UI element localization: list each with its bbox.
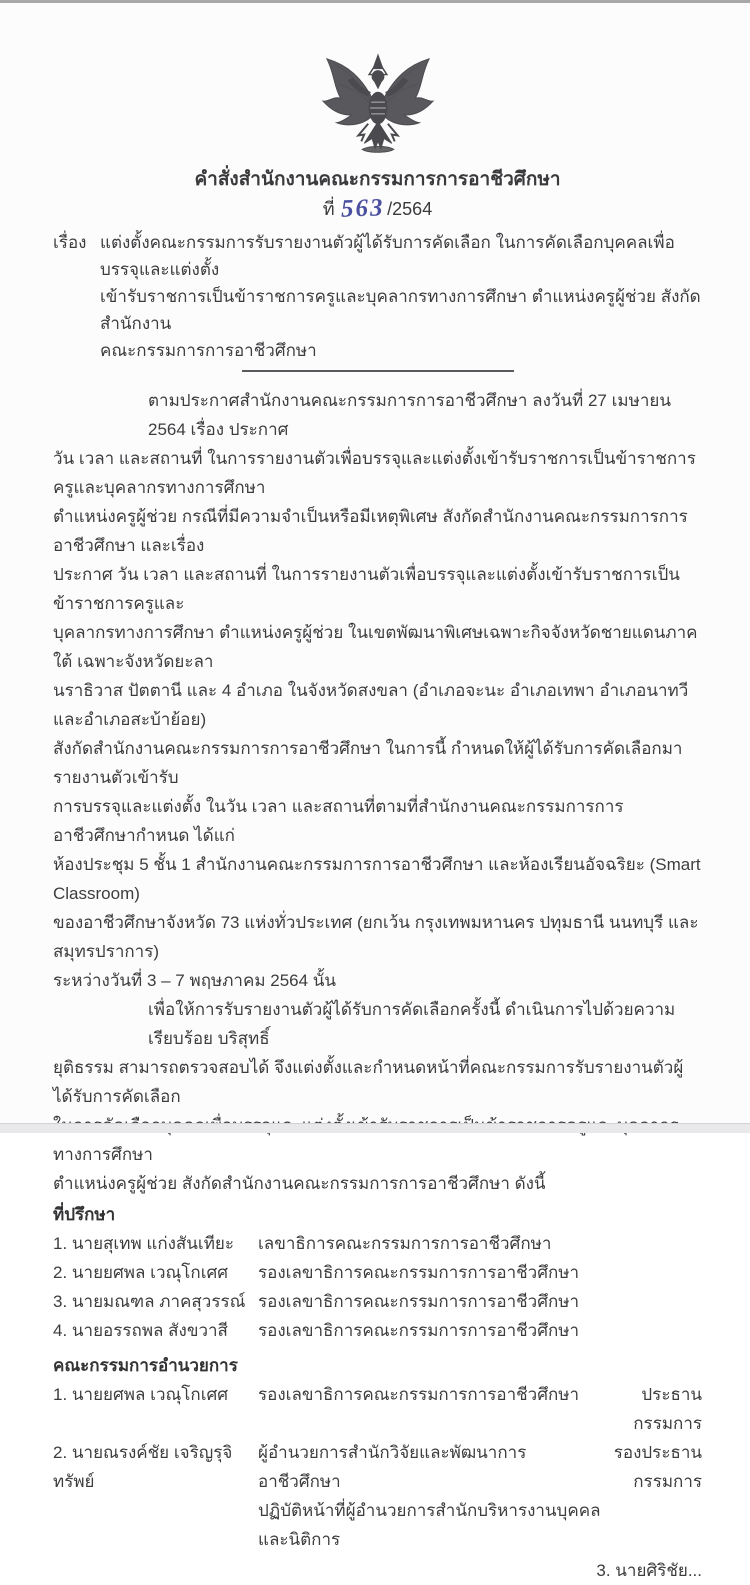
person-position: รองเลขาธิการคณะกรรมการการอาชีวศึกษา bbox=[258, 1321, 580, 1340]
advisor-row bbox=[53, 1287, 702, 1316]
order-number-suffix: /2564 bbox=[387, 199, 433, 219]
paragraph-line: ตำแหน่งครูผู้ช่วย สังกัดสำนักงานคณะกรรมการการอาชีวศึกษา ดังนี้ bbox=[53, 1174, 546, 1193]
order-number-line bbox=[53, 193, 702, 224]
advisor-row bbox=[53, 1258, 702, 1287]
paragraph-line: ตำแหน่งครูผู้ช่วย กรณีที่มีความจำเป็นหรือมีเหตุพิเศษ สังกัดสำนักงานคณะกรรมการการอาชีวศึกษา และเรื่อง bbox=[53, 507, 688, 555]
committee-row bbox=[53, 1380, 702, 1438]
garuda-emblem-icon bbox=[319, 51, 437, 163]
page-bottom-edge bbox=[0, 1123, 750, 1133]
page-top-edge bbox=[0, 0, 750, 3]
person-name: 1. นายสุเทพ แก่งสันเทียะ bbox=[53, 1234, 235, 1253]
advisor-row bbox=[53, 1316, 702, 1345]
person-name: 3. นายมณฑล ภาคสุวรรณ์ bbox=[53, 1292, 246, 1311]
subject-line: เข้ารับราชการเป็นข้าราชการครูและบุคลากรทางการศึกษา ตำแหน่งครูผู้ช่วย สังกัดสำนักงาน bbox=[100, 287, 701, 333]
person-position-line: ปฏิบัติหน้าที่ผู้อำนวยการสำนักบริหารงานบุคคลและนิติการ bbox=[258, 1501, 601, 1549]
order-number-handwritten: 563 bbox=[340, 194, 385, 223]
committee-row bbox=[53, 1438, 702, 1554]
paragraph-line: ยุติธรรม สามารถตรวจสอบได้ จึงแต่งตั้งและกำหนดหน้าที่คณะกรรมการรับรายงานตัวผู้ได้รับการคัดเลือก bbox=[53, 1058, 684, 1106]
document-title: คำสั่งสำนักงานคณะกรรมการการอาชีวศึกษา bbox=[194, 169, 561, 190]
committee-role: ประธานกรรมการ bbox=[633, 1385, 702, 1433]
subject-line: แต่งตั้งคณะกรรมการรับรายงานตัวผู้ได้รับการคัดเลือก ในการคัดเลือกบุคคลเพื่อบรรจุและแต่งตั้ง bbox=[100, 233, 675, 279]
person-position: รองเลขาธิการคณะกรรมการการอาชีวศึกษา bbox=[258, 1385, 580, 1404]
person-position: รองเลขาธิการคณะกรรมการการอาชีวศึกษา bbox=[258, 1263, 580, 1282]
subject-text bbox=[100, 229, 702, 364]
person-position bbox=[258, 1438, 603, 1554]
paragraph-line: นราธิวาส ปัตตานี และ 4 อำเภอ ในจังหวัดสงขลา (อำเภอจะนะ อำเภอเทพา อำเภอนาทวี และอำเภอสะบ้าย้อย) bbox=[53, 681, 689, 729]
paragraph-line: ระหว่างวันที่ 3 – 7 พฤษภาคม 2564 นั้น bbox=[53, 971, 337, 990]
continuation-note: 3. นายศิริชัย... bbox=[596, 1561, 702, 1580]
person-name: 4. นายอรรถพล สังขวาสี bbox=[53, 1321, 228, 1340]
advisors-heading: ที่ปรึกษา bbox=[53, 1205, 116, 1224]
committee-heading: คณะกรรมการอำนวยการ bbox=[53, 1356, 238, 1375]
committee-role: รองประธานกรรมการ bbox=[613, 1443, 702, 1491]
section-divider bbox=[242, 370, 514, 372]
person-name: 2. นายยศพล เวณุโกเศศ bbox=[53, 1263, 229, 1282]
paragraph-line: เพื่อให้การรับรายงานตัวผู้ได้รับการคัดเลือกครั้งนี้ ดำเนินการไปด้วยความเรียบร้อย บริสุทธิ์ bbox=[148, 1000, 676, 1048]
subject-block bbox=[53, 229, 702, 364]
person-position: เลขาธิการคณะกรรมการการอาชีวศึกษา bbox=[258, 1234, 552, 1253]
paragraph-line: บุคลากรทางการศึกษา ตำแหน่งครูผู้ช่วย ในเขตพัฒนาพิเศษเฉพาะกิจจังหวัดชายแดนภาคใต้ เฉพาะจังหวัดยะลา bbox=[53, 623, 698, 671]
paragraph-line: สังกัดสำนักงานคณะกรรมการการอาชีวศึกษา ในการนี้ กำหนดให้ผู้ได้รับการคัดเลือกมารายงานตัวเข้ารับ bbox=[53, 739, 683, 787]
subject-line: คณะกรรมการการอาชีวศึกษา bbox=[100, 341, 317, 360]
paragraph-line: ทางการศึกษา bbox=[53, 1145, 153, 1164]
subject-label: เรื่อง bbox=[53, 233, 87, 252]
paragraph-line: ตามประกาศสำนักงานคณะกรรมการการอาชีวศึกษา ลงวันที่ 27 เมษายน 2564 เรื่อง ประกาศ bbox=[148, 391, 671, 439]
person-name: 2. นายณรงค์ชัย เจริญรุจิทรัพย์ bbox=[53, 1443, 233, 1491]
order-number-prefix: ที่ bbox=[322, 199, 335, 219]
paragraph-line: วัน เวลา และสถานที่ ในการรายงานตัวเพื่อบรรจุและแต่งตั้งเข้ารับราชการเป็นข้าราชการครูและบุคลากรทางการศึกษา bbox=[53, 449, 696, 497]
paragraph-line: การบรรจุและแต่งตั้ง ในวัน เวลา และสถานที่ตามที่สำนักงานคณะกรรมการการอาชีวศึกษากำหนด ได้แก่ bbox=[53, 797, 624, 845]
paragraph-line: ของอาชีวศึกษาจังหวัด 73 แห่งทั่วประเทศ (ยกเว้น กรุงเทพมหานคร ปทุมธานี นนทบุรี และสมุทรปราการ) bbox=[53, 913, 699, 961]
paragraph-line: ประกาศ วัน เวลา และสถานที่ ในการรายงานตัวเพื่อบรรจุและแต่งตั้งเข้ารับราชการเป็นข้าราชการครูและ bbox=[53, 565, 680, 613]
person-name: 1. นายยศพล เวณุโกเศศ bbox=[53, 1385, 229, 1404]
body-paragraph-2 bbox=[53, 995, 702, 1198]
person-position-line: ผู้อำนวยการสำนักวิจัยและพัฒนาการอาชีวศึกษา bbox=[258, 1443, 527, 1491]
person-position: รองเลขาธิการคณะกรรมการการอาชีวศึกษา bbox=[258, 1292, 580, 1311]
paragraph-line: ห้องประชุม 5 ชั้น 1 สำนักงานคณะกรรมการการอาชีวศึกษา และห้องเรียนอัจฉริยะ (Smart Classroom) bbox=[53, 855, 701, 903]
body-paragraph-1 bbox=[53, 386, 702, 995]
advisor-row bbox=[53, 1229, 702, 1258]
document-content bbox=[0, 51, 750, 1585]
